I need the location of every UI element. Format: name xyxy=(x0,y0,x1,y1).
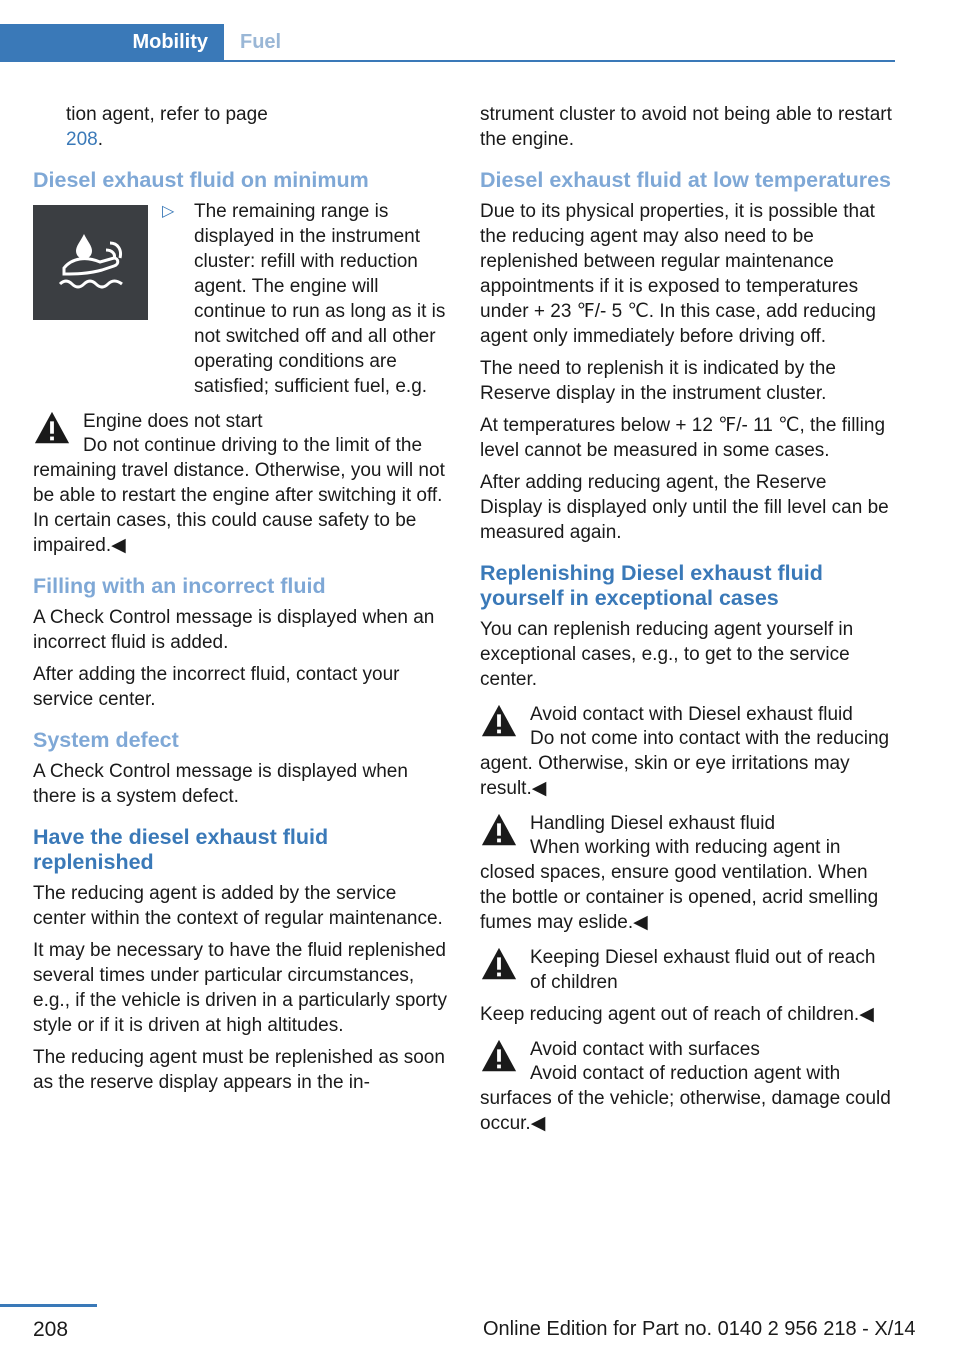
section-title-replenished: Have the diesel exhaust fluid replenished xyxy=(33,825,329,874)
warning-block xyxy=(480,1037,894,1136)
right-column xyxy=(480,102,894,1144)
warning-triangle-icon xyxy=(480,1037,518,1075)
warning-title: Avoid contact with Diesel exhaust fluid xyxy=(530,704,853,725)
triangle-right-icon: ▷ xyxy=(162,203,175,220)
paragraph: The reducing agent must be replenished as soon as the reserve display appears in the in- xyxy=(33,1047,445,1093)
warning-title: Keeping Diesel exhaust fluid out of reach of children xyxy=(530,947,876,993)
warning-body: Do not come into contact with the reducing agent. Otherwise, skin or eye irritations may result.◀ xyxy=(480,728,890,799)
bullet-text: The remaining range is displayed in the instrument cluster: refill with reduction agent. The engine will continue to run as long as it is not switched off and all other operating conditions are satisfied; sufficient fuel, e.g. xyxy=(194,201,446,397)
footer-divider xyxy=(0,1304,97,1307)
paragraph: A Check Control message is displayed when there is a system defect. xyxy=(33,761,408,807)
edition-text: Online Edition for Part no. 0140 2 956 218 - X/14 xyxy=(483,1318,916,1340)
intro-paragraph xyxy=(33,102,447,152)
intro-end: . xyxy=(97,129,103,150)
paragraph: It may be necessary to have the fluid replenished several times under particular circumstances, e.g., if the vehicle is driven in a particularly sporty style or if it is driven at high altitudes. xyxy=(33,940,447,1036)
diesel-exhaust-fluid-symbol-icon xyxy=(33,205,148,320)
warning-triangle-icon xyxy=(480,702,518,740)
warning-triangle-icon xyxy=(33,409,71,447)
page-header xyxy=(0,0,960,62)
paragraph: At temperatures below + 12 ℉/- 11 ℃, the filling level cannot be measured in some cases. xyxy=(480,415,886,461)
warning-block xyxy=(480,702,894,801)
tab-mobility[interactable]: Mobility xyxy=(0,24,224,61)
section-title-incorrect-fluid: Filling with an incorrect fluid xyxy=(33,574,326,598)
intro-text: tion agent, refer to page xyxy=(66,104,268,125)
section-title-system-defect: System defect xyxy=(33,728,179,752)
section-title-replenishing-yourself: Replenishing Diesel exhaust fluid yourself in exceptional cases xyxy=(480,561,823,610)
warning-title: Engine does not start xyxy=(83,411,263,432)
paragraph: After adding the incorrect fluid, contact your service center. xyxy=(33,664,400,710)
warning-block xyxy=(480,811,894,935)
warning-title: Avoid contact with surfaces xyxy=(530,1039,760,1060)
warning-body: Avoid contact of reduction agent with surfaces of the vehicle; otherwise, damage could occur.◀ xyxy=(480,1063,891,1134)
warning-triangle-icon xyxy=(480,811,518,849)
paragraph: strument cluster to avoid not being able to restart the engine. xyxy=(480,104,892,150)
paragraph: A Check Control message is displayed when an incorrect fluid is added. xyxy=(33,607,435,653)
paragraph: The need to replenish it is indicated by the Reserve display in the instrument cluster. xyxy=(480,358,836,404)
section-title-low-temperatures: Diesel exhaust fluid at low temperatures xyxy=(480,168,892,192)
paragraph: You can replenish reducing agent yourself in exceptional cases, e.g., to get to the service center. xyxy=(480,619,854,690)
page-number: 208 xyxy=(33,1318,69,1341)
page-link[interactable]: 208 xyxy=(66,129,98,150)
symbol-block xyxy=(33,199,447,399)
left-column xyxy=(33,102,447,1102)
section-title-def-minimum: Diesel exhaust fluid on minimum xyxy=(33,168,369,192)
warning-block xyxy=(480,945,894,1027)
tab-fuel[interactable]: Fuel xyxy=(240,31,282,53)
list-item xyxy=(162,199,447,399)
paragraph: Due to its physical properties, it is possible that the reducing agent may also need to be replenished between regular maintenance appointments if it is exposed to temperatures under + 23 ℉/- 5 ℃. In this case, add reducing agent only immediately before driving off. xyxy=(480,201,876,347)
paragraph: The reducing agent is added by the service center within the context of regular maintenance. xyxy=(33,883,443,929)
paragraph: After adding reducing agent, the Reserve Display is displayed only until the fill level can be measured again. xyxy=(480,472,889,543)
warning-triangle-icon xyxy=(480,945,518,983)
warning-body: When working with reducing agent in closed spaces, ensure good ventilation. When the bottle or container is opened, acrid smelling fumes may eslide.◀ xyxy=(480,837,879,933)
warning-block xyxy=(33,409,447,558)
warning-body: Keep reducing agent out of reach of children.◀ xyxy=(480,1004,874,1025)
header-divider xyxy=(0,60,895,62)
warning-title: Handling Diesel exhaust fluid xyxy=(530,813,776,834)
warning-body: Do not continue driving to the limit of the remaining travel distance. Otherwise, you will not be able to restart the engine after switching it off. In certain cases, this could cause safety to be impaired.◀ xyxy=(33,435,445,556)
